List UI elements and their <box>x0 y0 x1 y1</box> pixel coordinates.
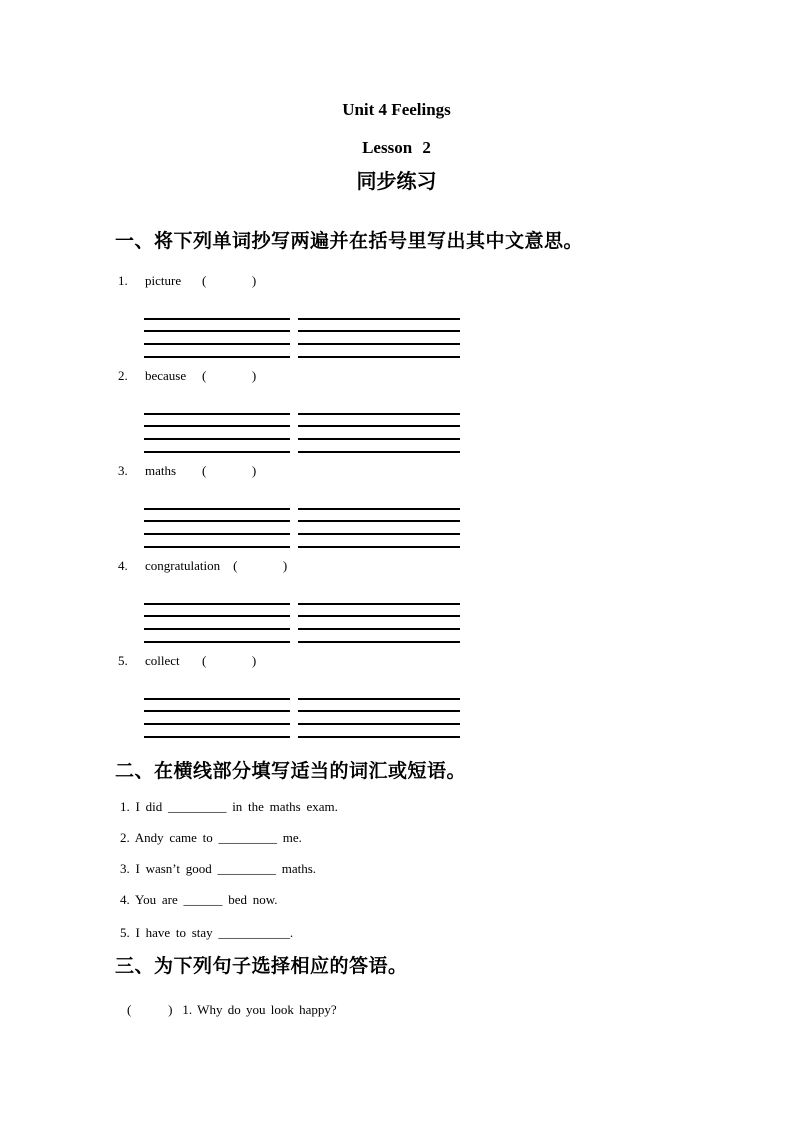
writing-line <box>144 641 290 643</box>
item-number: 1. <box>118 273 128 288</box>
fill-sentence-4: 4. You are ______ bed now. <box>120 892 278 907</box>
doc-subtitle-cn: 同步练习 <box>356 171 437 193</box>
word-row <box>118 654 256 667</box>
writing-line <box>298 641 460 643</box>
writing-line <box>298 603 460 605</box>
writing-line <box>144 736 290 738</box>
item-number: 4. <box>118 558 128 573</box>
item-word: because <box>145 368 187 383</box>
writing-line <box>144 533 290 535</box>
writing-line <box>298 628 460 630</box>
word-item-4 <box>118 559 468 651</box>
item-word: congratulation <box>145 558 221 573</box>
word-item-5 <box>118 654 468 746</box>
fill-sentence-5: 5. I have to stay ___________. <box>120 925 294 940</box>
writing-line <box>298 615 460 617</box>
writing-line <box>144 698 290 700</box>
writing-line <box>144 710 290 712</box>
answer-brackets: ( ) <box>127 1002 173 1017</box>
meaning-brackets: ( ) <box>202 368 257 383</box>
writing-line <box>298 451 460 453</box>
item-number: 5. <box>118 653 128 668</box>
writing-line <box>298 698 460 700</box>
section-two-heading: 二、在横线部分填写适当的词汇或短语。 <box>115 761 467 782</box>
writing-line <box>144 723 290 725</box>
writing-line <box>144 330 290 332</box>
writing-line <box>144 356 290 358</box>
doc-subtitle: Lesson 2 <box>362 138 431 157</box>
writing-line <box>298 343 460 345</box>
meaning-brackets: ( ) <box>202 653 257 668</box>
writing-line <box>298 438 460 440</box>
writing-line <box>144 425 290 427</box>
meaning-brackets: ( ) <box>233 558 288 573</box>
writing-line <box>298 546 460 548</box>
question-text: 1. Why do you look happy? <box>182 1002 337 1017</box>
writing-line <box>144 508 290 510</box>
item-number: 2. <box>118 368 128 383</box>
writing-line <box>298 330 460 332</box>
writing-line <box>144 546 290 548</box>
fill-sentence-2: 2. Andy came to _________ me. <box>120 830 302 845</box>
meaning-brackets: ( ) <box>202 463 257 478</box>
writing-line <box>298 508 460 510</box>
section-three-heading: 三、为下列句子选择相应的答语。 <box>115 956 408 977</box>
fill-sentence-1: 1. I did _________ in the maths exam. <box>120 799 338 814</box>
writing-line <box>144 438 290 440</box>
writing-line <box>298 413 460 415</box>
meaning-brackets: ( ) <box>202 273 257 288</box>
word-row <box>118 559 287 572</box>
writing-line <box>298 736 460 738</box>
writing-line <box>298 533 460 535</box>
word-row <box>118 274 256 287</box>
writing-line <box>144 628 290 630</box>
word-item-1 <box>118 274 468 366</box>
section-one-heading: 一、将下列单词抄写两遍并在括号里写出其中文意思。 <box>115 231 584 252</box>
writing-line <box>144 318 290 320</box>
writing-line <box>144 451 290 453</box>
writing-line <box>298 318 460 320</box>
item-word: picture <box>145 273 182 288</box>
writing-line <box>144 615 290 617</box>
item-word: collect <box>145 653 180 668</box>
writing-line <box>298 356 460 358</box>
writing-line <box>298 723 460 725</box>
writing-line <box>298 710 460 712</box>
writing-line <box>298 520 460 522</box>
doc-title: Unit 4 Feelings <box>342 100 451 119</box>
word-item-3 <box>118 464 468 556</box>
question-row-1 <box>127 1002 337 1018</box>
writing-line <box>144 520 290 522</box>
item-number: 3. <box>118 463 128 478</box>
word-row <box>118 369 256 382</box>
word-row <box>118 464 256 477</box>
writing-line <box>144 343 290 345</box>
item-word: maths <box>145 463 177 478</box>
word-item-2 <box>118 369 468 461</box>
fill-sentence-3: 3. I wasn’t good _________ maths. <box>120 861 317 876</box>
writing-line <box>144 603 290 605</box>
writing-line <box>298 425 460 427</box>
writing-line <box>144 413 290 415</box>
